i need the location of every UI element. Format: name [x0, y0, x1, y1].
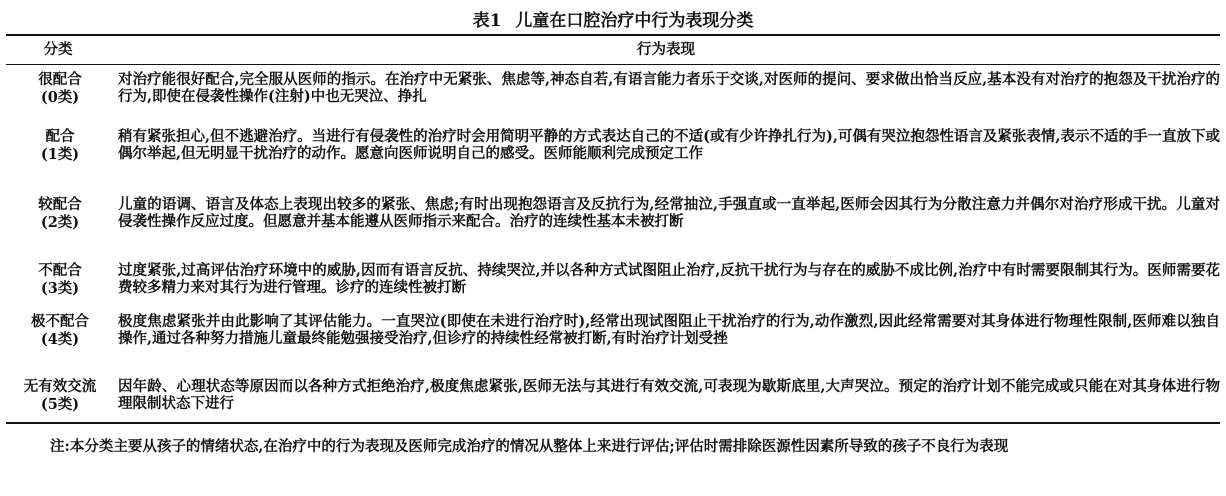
behavior-description: 极度焦虑紧张并由此影响了其评估能力。一直哭泣(即使在未进行治疗时),经常出现试图阻止干扰治疗的行为,动作激烈,因此经常需要对其身体进行物理性限制,医师难以独自操作,通过各种努力措施儿童最终能勉强接受治疗,但诊疗的持续性经常被打断,有时治疗计划受挫	[118, 313, 1220, 347]
category-cell	[6, 313, 114, 349]
table-bottom-rule	[6, 422, 1220, 424]
header-behavior: 行为表现	[637, 41, 695, 58]
category-code: (3类)	[40, 280, 80, 297]
category-cell	[6, 196, 114, 232]
category-name: 极不配合	[31, 313, 89, 330]
behavior-description: 过度紧张,过高评估治疗环境中的威胁,因而有语言反抗、持续哭泣,并以各种方式试图阻止治疗,反抗干扰行为与存在的威胁不成比例,治疗中有时需要限制其行为。医师需要花费较多精力来对其行为进行管理。诊疗的连续性被打断	[118, 262, 1220, 296]
table-top-rule	[6, 34, 1220, 36]
category-cell	[6, 378, 114, 414]
category-cell	[6, 71, 114, 107]
category-name: 较配合	[38, 196, 82, 213]
category-code: (1类)	[40, 146, 80, 163]
category-code: (4类)	[40, 331, 80, 348]
table-footnote: 注:本分类主要从孩子的情绪状态,在治疗中的行为表现及医师完成治疗的情况从整体上来进行评估;评估时需排除医源性因素所导致的孩子不良行为表现	[50, 438, 1009, 455]
table-number: 表1	[472, 11, 502, 31]
table-title	[0, 6, 1226, 31]
behavior-description: 因年龄、心理状态等原因而以各种方式拒绝治疗,极度焦虑紧张,医师无法与其进行有效交流,可表现为歇斯底里,大声哭泣。预定的治疗计划不能完成或只能在对其身体进行物理限制状态下进行	[118, 378, 1220, 412]
behavior-description: 稍有紧张担心,但不逃避治疗。当进行有侵袭性的治疗时会用简明平静的方式表达自己的不适(或有少许挣扎行为),可偶有哭泣抱怨性语言及紧张表情,表示不适的手一直放下或偶尔举起,但无明显干扰治疗的动作。愿意向医师说明自己的感受。医师能顺利完成预定工作	[118, 128, 1220, 162]
category-name: 不配合	[38, 262, 82, 279]
category-code: (0类)	[40, 89, 80, 106]
table-header-rule	[6, 64, 1220, 65]
header-category: 分类	[43, 41, 73, 58]
behavior-description: 对治疗能很好配合,完全服从医师的指示。在治疗中无紧张、焦虑等,神态自若,有语言能力者乐于交谈,对医师的提问、要求做出恰当反应,基本没有对治疗的抱怨及干扰治疗的行为,即使在侵袭性操作(注射)中也无哭泣、挣扎	[118, 71, 1220, 105]
table-title-text: 儿童在口腔治疗中行为表现分类	[515, 11, 754, 31]
behavior-description: 儿童的语调、语言及体态上表现出较多的紧张、焦虑;有时出现抱怨语言及反抗行为,经常抽泣,手强直或一直举起,医师会因其行为分散注意力并偶尔对治疗形成干扰。儿童对侵袭性操作反应过度。但愿意并基本能遵从医师指示来配合。治疗的连续性基本未被打断	[118, 196, 1220, 230]
category-name: 配合	[45, 128, 75, 145]
category-cell	[6, 128, 114, 164]
category-name: 无有效交流	[23, 378, 97, 395]
category-cell	[6, 262, 114, 298]
category-code: (2类)	[40, 214, 80, 231]
category-code: (5类)	[40, 396, 80, 413]
category-name: 很配合	[38, 71, 82, 88]
